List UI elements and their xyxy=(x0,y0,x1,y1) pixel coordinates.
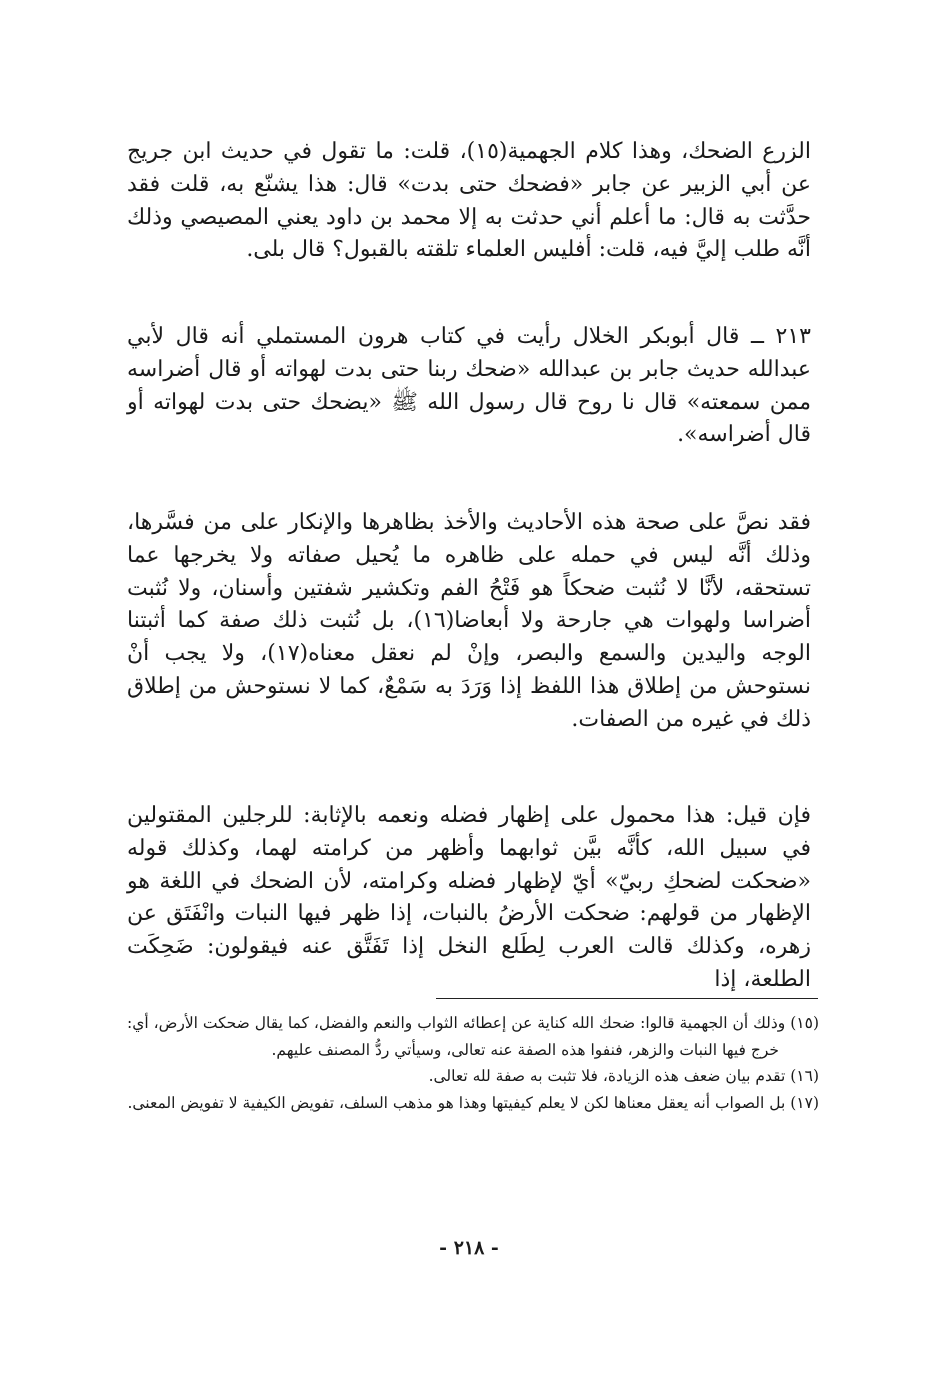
page-number: - ٢١٨ - xyxy=(439,1237,499,1259)
footnote-16: (١٦) تقدم بيان ضعف هذه الزيادة، فلا تثبت به صفة لله تعالى. xyxy=(428,1067,819,1085)
paragraph-3: فقد نصَّ على صحة هذه الأحاديث والأخذ بظاهرها والإنكار على من فسَّرها، وذلك أنَّه ليس في حمله على ظاهره ما يُحيل صفاته ولا يخرجها عما تستحقه، لأنَّا لا نُثبت ضحكاً هو فَتْحُ الفم وتكشير شفتين وأسنان، ولا نُثبت أضراسا ولهوات هي جارحة ولا أبعاضا(١٦)، بل نُثبت ذلك صفة كما أثبتنا الوجه واليدين والسمع والبصر، وإنْ لم نعقل معناه(١٧)، ولا يجب أنْ نستوحش من إطلاق هذا اللفظ إذا وَرَدَ به سَمْعٌ، كما لا نستوحش من إطلاق ذلك في غيره من الصفات. xyxy=(127,510,811,732)
paragraph-213: ٢١٣ ــ قال أبوبكر الخلال رأيت في كتاب هرون المستملي أنه قال لأبي عبدالله حديث جابر بن عبدالله «ضحك ربنا حتى بدت لهواته أو قال أضراسه ممن سمعته» قال نا روح قال رسول الله ﷺ «يضحك حتى بدت لهواته أو قال أضراسه». xyxy=(127,324,811,448)
footnote-17: (١٧) بل الصواب أنه يعقل معناها لكن لا يعلم كيفيتها وهذا هو مذهب السلف، تفويض الكيفية لا تفويض المعنى. xyxy=(127,1093,819,1112)
paragraph-4: فإن قيل: هذا محمول على إظهار فضله ونعمه بالإثابة: للرجلين المقتولين في سبيل الله، كأنَّه بيَّن ثوابهما وأظهر من كرامته لهما، وكذلك قوله «ضحكت لضحكِ ربيّ» أيّ لإظهار فضله وكرامته، لأن الضحك في اللغة هو الإظهار من قولهم: ضحكت الأرضُ بالنبات، إذا ظهر فيها النبات وانْفَتَق عن زهره، وكذلك قالت العرب لِطَلع النخل إذا تَفَتَّق عنه فيقولون: ضَحِكَت الطلعة، إذا xyxy=(127,803,811,992)
paragraph-1: الزرع الضحك، وهذا كلام الجهمية(١٥)، قلت: ما تقول في حديث ابن جريج عن أبي الزبير عن جابر «فضحك حتى بدت» قال: هذا يشنّع به، قلت فقد حدَّثت به قال: ما أعلم أني حدثت به إلا محمد بن داود يعني المصيصي وذلك أنَّه طلب إليَّ فيه، قلت: أفليس العلماء تلقته بالقبول؟ قال بلى. xyxy=(127,139,812,263)
footnote-15: (١٥) وذلك أن الجهمية قالوا: ضحك الله كناية عن إعطائه الثواب والنعم والفضل، كما يقال ضحكت الأرض، أي: خرج فيها النبات والزهر، فنفوا هذه الصفة عنه تعالى، وسيأتي ردُّ المصنف عليهم. xyxy=(127,1014,819,1059)
footnote-divider xyxy=(436,998,818,999)
footnotes xyxy=(127,1010,819,1116)
